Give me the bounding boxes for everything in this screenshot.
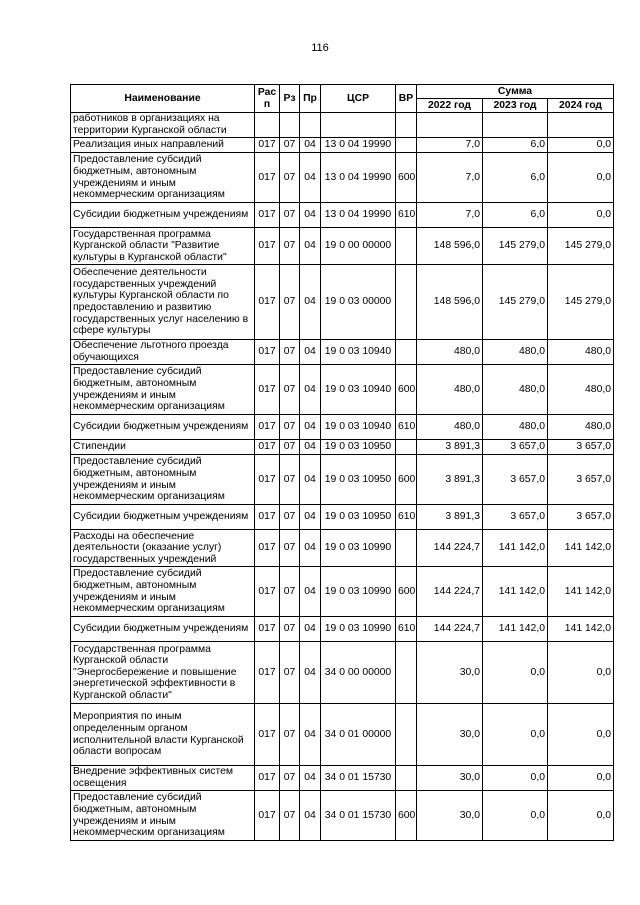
cell-sum-2024: 0,0 <box>548 642 614 704</box>
cell-csr: 13 0 04 19990 <box>321 138 396 153</box>
cell-pr: 04 <box>300 791 321 841</box>
cell-rasp: 017 <box>255 153 280 203</box>
cell-sum-2022: 144 224,7 <box>417 617 483 642</box>
cell-vr <box>396 340 417 365</box>
cell-rasp: 017 <box>255 265 280 340</box>
cell-sum-2022: 3 891,3 <box>417 440 483 455</box>
cell-csr: 34 0 01 00000 <box>321 704 396 766</box>
cell-rz: 07 <box>280 505 300 530</box>
cell-sum-2023: 6,0 <box>483 153 548 203</box>
cell-csr: 19 0 03 00000 <box>321 265 396 340</box>
cell-sum-2023 <box>483 113 548 138</box>
table-row <box>71 791 614 841</box>
cell-sum-2024: 3 657,0 <box>548 440 614 455</box>
cell-name: Предоставление субсидий бюджетным, автономным учреждениям и иным некоммерческим организациям <box>71 153 255 203</box>
header-vr: ВР <box>396 85 417 113</box>
cell-pr: 04 <box>300 505 321 530</box>
cell-sum-2023: 0,0 <box>483 704 548 766</box>
table-row <box>71 455 614 505</box>
cell-sum-2024: 480,0 <box>548 365 614 415</box>
cell-rasp: 017 <box>255 704 280 766</box>
cell-pr: 04 <box>300 365 321 415</box>
cell-rz: 07 <box>280 228 300 265</box>
cell-csr: 19 0 00 00000 <box>321 228 396 265</box>
cell-sum-2024: 141 142,0 <box>548 567 614 617</box>
cell-vr: 610 <box>396 617 417 642</box>
cell-pr: 04 <box>300 440 321 455</box>
cell-sum-2022: 480,0 <box>417 415 483 440</box>
cell-name: Государственная программа Курганской области "Энергосбережение и повышение энергетической эффективности в Курганской области" <box>71 642 255 704</box>
cell-sum-2022: 480,0 <box>417 340 483 365</box>
cell-sum-2022: 7,0 <box>417 203 483 228</box>
cell-sum-2024: 141 142,0 <box>548 617 614 642</box>
cell-sum-2024: 0,0 <box>548 203 614 228</box>
cell-sum-2022: 144 224,7 <box>417 530 483 567</box>
budget-table <box>70 84 614 841</box>
cell-rasp: 017 <box>255 530 280 567</box>
table-row <box>71 440 614 455</box>
cell-rasp <box>255 113 280 138</box>
cell-sum-2022 <box>417 113 483 138</box>
cell-pr: 04 <box>300 203 321 228</box>
cell-sum-2022: 148 596,0 <box>417 228 483 265</box>
cell-vr: 610 <box>396 415 417 440</box>
cell-rasp: 017 <box>255 203 280 228</box>
cell-sum-2023: 0,0 <box>483 791 548 841</box>
header-2023: 2023 год <box>483 99 548 113</box>
table-row <box>71 138 614 153</box>
cell-rasp: 017 <box>255 505 280 530</box>
cell-csr: 19 0 03 10990 <box>321 567 396 617</box>
cell-rz: 07 <box>280 415 300 440</box>
cell-rz: 07 <box>280 704 300 766</box>
cell-sum-2024: 145 279,0 <box>548 228 614 265</box>
cell-sum-2023: 141 142,0 <box>483 617 548 642</box>
cell-pr: 04 <box>300 567 321 617</box>
table-header <box>71 85 614 113</box>
cell-sum-2022: 144 224,7 <box>417 567 483 617</box>
cell-csr: 34 0 00 00000 <box>321 642 396 704</box>
cell-pr: 04 <box>300 340 321 365</box>
cell-rasp: 017 <box>255 228 280 265</box>
cell-sum-2023: 480,0 <box>483 340 548 365</box>
cell-pr: 04 <box>300 228 321 265</box>
cell-name: Субсидии бюджетным учреждениям <box>71 203 255 228</box>
cell-sum-2024: 3 657,0 <box>548 505 614 530</box>
header-name: Наименование <box>71 85 255 113</box>
cell-csr: 19 0 03 10950 <box>321 440 396 455</box>
cell-rz: 07 <box>280 530 300 567</box>
header-rasp: Рас п <box>255 85 280 113</box>
cell-rasp: 017 <box>255 617 280 642</box>
cell-sum-2023: 480,0 <box>483 365 548 415</box>
cell-sum-2024: 0,0 <box>548 791 614 841</box>
cell-name: Предоставление субсидий бюджетным, автономным учреждениям и иным некоммерческим организациям <box>71 791 255 841</box>
cell-rasp: 017 <box>255 340 280 365</box>
cell-rasp: 017 <box>255 766 280 791</box>
cell-pr: 04 <box>300 530 321 567</box>
table-row <box>71 766 614 791</box>
cell-name: Обеспечение деятельности государственных учреждений культуры Курганской области по предоставлению и развитию государственных услуг населению в сфере культуры <box>71 265 255 340</box>
header-rz: Рз <box>280 85 300 113</box>
cell-sum-2022: 30,0 <box>417 791 483 841</box>
cell-sum-2023: 145 279,0 <box>483 228 548 265</box>
cell-sum-2024: 141 142,0 <box>548 530 614 567</box>
table-row <box>71 365 614 415</box>
table-row <box>71 617 614 642</box>
header-2024: 2024 год <box>548 99 614 113</box>
header-sum: Сумма <box>417 85 614 99</box>
cell-csr: 19 0 03 10990 <box>321 530 396 567</box>
header-csr: ЦСР <box>321 85 396 113</box>
cell-vr: 610 <box>396 505 417 530</box>
cell-sum-2023: 3 657,0 <box>483 440 548 455</box>
cell-sum-2024: 0,0 <box>548 766 614 791</box>
cell-vr <box>396 440 417 455</box>
cell-sum-2024 <box>548 113 614 138</box>
cell-sum-2023: 6,0 <box>483 138 548 153</box>
cell-name: Субсидии бюджетным учреждениям <box>71 505 255 530</box>
cell-sum-2022: 30,0 <box>417 704 483 766</box>
cell-pr: 04 <box>300 455 321 505</box>
table-body <box>71 113 614 841</box>
cell-name: Предоставление субсидий бюджетным, автономным учреждениям и иным некоммерческим организациям <box>71 365 255 415</box>
cell-vr: 600 <box>396 455 417 505</box>
cell-vr <box>396 766 417 791</box>
cell-sum-2023: 3 657,0 <box>483 455 548 505</box>
table-row <box>71 505 614 530</box>
cell-vr: 600 <box>396 567 417 617</box>
cell-pr: 04 <box>300 766 321 791</box>
cell-vr <box>396 530 417 567</box>
cell-sum-2023: 141 142,0 <box>483 567 548 617</box>
cell-rz: 07 <box>280 265 300 340</box>
table-row <box>71 530 614 567</box>
cell-name: Обеспечение льготного проезда обучающихся <box>71 340 255 365</box>
cell-vr: 600 <box>396 153 417 203</box>
cell-vr: 600 <box>396 365 417 415</box>
cell-pr: 04 <box>300 138 321 153</box>
cell-pr: 04 <box>300 704 321 766</box>
header-pr: Пр <box>300 85 321 113</box>
cell-vr <box>396 642 417 704</box>
cell-vr: 600 <box>396 791 417 841</box>
cell-rasp: 017 <box>255 138 280 153</box>
cell-csr: 13 0 04 19990 <box>321 203 396 228</box>
table-row <box>71 340 614 365</box>
cell-csr: 19 0 03 10940 <box>321 365 396 415</box>
cell-name: Предоставление субсидий бюджетным, автономным учреждениям и иным некоммерческим организациям <box>71 455 255 505</box>
cell-csr: 19 0 03 10940 <box>321 340 396 365</box>
cell-vr <box>396 138 417 153</box>
cell-sum-2022: 480,0 <box>417 365 483 415</box>
cell-sum-2024: 0,0 <box>548 704 614 766</box>
cell-rz: 07 <box>280 791 300 841</box>
cell-rz: 07 <box>280 153 300 203</box>
cell-sum-2024: 145 279,0 <box>548 265 614 340</box>
cell-vr <box>396 113 417 138</box>
cell-csr: 34 0 01 15730 <box>321 766 396 791</box>
cell-sum-2023: 145 279,0 <box>483 265 548 340</box>
cell-sum-2024: 0,0 <box>548 153 614 203</box>
cell-sum-2024: 3 657,0 <box>548 455 614 505</box>
cell-sum-2022: 7,0 <box>417 138 483 153</box>
cell-csr: 19 0 03 10950 <box>321 455 396 505</box>
cell-rz: 07 <box>280 340 300 365</box>
table-row <box>71 704 614 766</box>
cell-sum-2024: 480,0 <box>548 340 614 365</box>
table-row <box>71 415 614 440</box>
cell-rz: 07 <box>280 567 300 617</box>
cell-rasp: 017 <box>255 791 280 841</box>
cell-rz: 07 <box>280 766 300 791</box>
cell-rz: 07 <box>280 455 300 505</box>
cell-name: Стипендии <box>71 440 255 455</box>
cell-rasp: 017 <box>255 440 280 455</box>
cell-sum-2023: 3 657,0 <box>483 505 548 530</box>
cell-rz: 07 <box>280 642 300 704</box>
table-row <box>71 113 614 138</box>
cell-sum-2024: 0,0 <box>548 138 614 153</box>
cell-rz: 07 <box>280 365 300 415</box>
cell-rasp: 017 <box>255 365 280 415</box>
cell-name: работников в организациях на территории Курганской области <box>71 113 255 138</box>
cell-sum-2022: 7,0 <box>417 153 483 203</box>
cell-rz <box>280 113 300 138</box>
cell-rasp: 017 <box>255 455 280 505</box>
cell-name: Реализация иных направлений <box>71 138 255 153</box>
cell-csr: 13 0 04 19990 <box>321 153 396 203</box>
cell-rz: 07 <box>280 440 300 455</box>
cell-csr: 19 0 03 10950 <box>321 505 396 530</box>
table-row <box>71 567 614 617</box>
table-row <box>71 228 614 265</box>
cell-csr: 19 0 03 10990 <box>321 617 396 642</box>
cell-name: Мероприятия по иным определенным органом исполнительной власти Курганской области вопросам <box>71 704 255 766</box>
cell-sum-2023: 6,0 <box>483 203 548 228</box>
cell-sum-2023: 0,0 <box>483 642 548 704</box>
cell-rz: 07 <box>280 617 300 642</box>
cell-sum-2022: 30,0 <box>417 642 483 704</box>
table-row <box>71 265 614 340</box>
page-number: 116 <box>311 42 329 54</box>
cell-name: Субсидии бюджетным учреждениям <box>71 415 255 440</box>
cell-pr: 04 <box>300 617 321 642</box>
cell-sum-2022: 3 891,3 <box>417 455 483 505</box>
cell-name: Внедрение эффективных систем освещения <box>71 766 255 791</box>
cell-vr: 610 <box>396 203 417 228</box>
cell-rz: 07 <box>280 203 300 228</box>
cell-name: Субсидии бюджетным учреждениям <box>71 617 255 642</box>
cell-vr <box>396 228 417 265</box>
cell-rasp: 017 <box>255 567 280 617</box>
cell-rasp: 017 <box>255 642 280 704</box>
cell-rasp: 017 <box>255 415 280 440</box>
cell-pr <box>300 113 321 138</box>
cell-sum-2023: 480,0 <box>483 415 548 440</box>
cell-pr: 04 <box>300 415 321 440</box>
cell-csr: 19 0 03 10940 <box>321 415 396 440</box>
cell-sum-2024: 480,0 <box>548 415 614 440</box>
table-row <box>71 203 614 228</box>
cell-vr <box>396 265 417 340</box>
cell-name: Расходы на обеспечение деятельности (оказание услуг) государственных учреждений <box>71 530 255 567</box>
cell-sum-2023: 0,0 <box>483 766 548 791</box>
cell-sum-2023: 141 142,0 <box>483 530 548 567</box>
cell-vr <box>396 704 417 766</box>
cell-sum-2022: 148 596,0 <box>417 265 483 340</box>
table-row <box>71 642 614 704</box>
cell-pr: 04 <box>300 642 321 704</box>
cell-pr: 04 <box>300 265 321 340</box>
cell-sum-2022: 3 891,3 <box>417 505 483 530</box>
cell-sum-2022: 30,0 <box>417 766 483 791</box>
cell-rz: 07 <box>280 138 300 153</box>
cell-csr <box>321 113 396 138</box>
cell-csr: 34 0 01 15730 <box>321 791 396 841</box>
header-2022: 2022 год <box>417 99 483 113</box>
cell-name: Предоставление субсидий бюджетным, автономным учреждениям и иным некоммерческим организациям <box>71 567 255 617</box>
cell-name: Государственная программа Курганской области "Развитие культуры в Курганской области" <box>71 228 255 265</box>
cell-pr: 04 <box>300 153 321 203</box>
table-row <box>71 153 614 203</box>
